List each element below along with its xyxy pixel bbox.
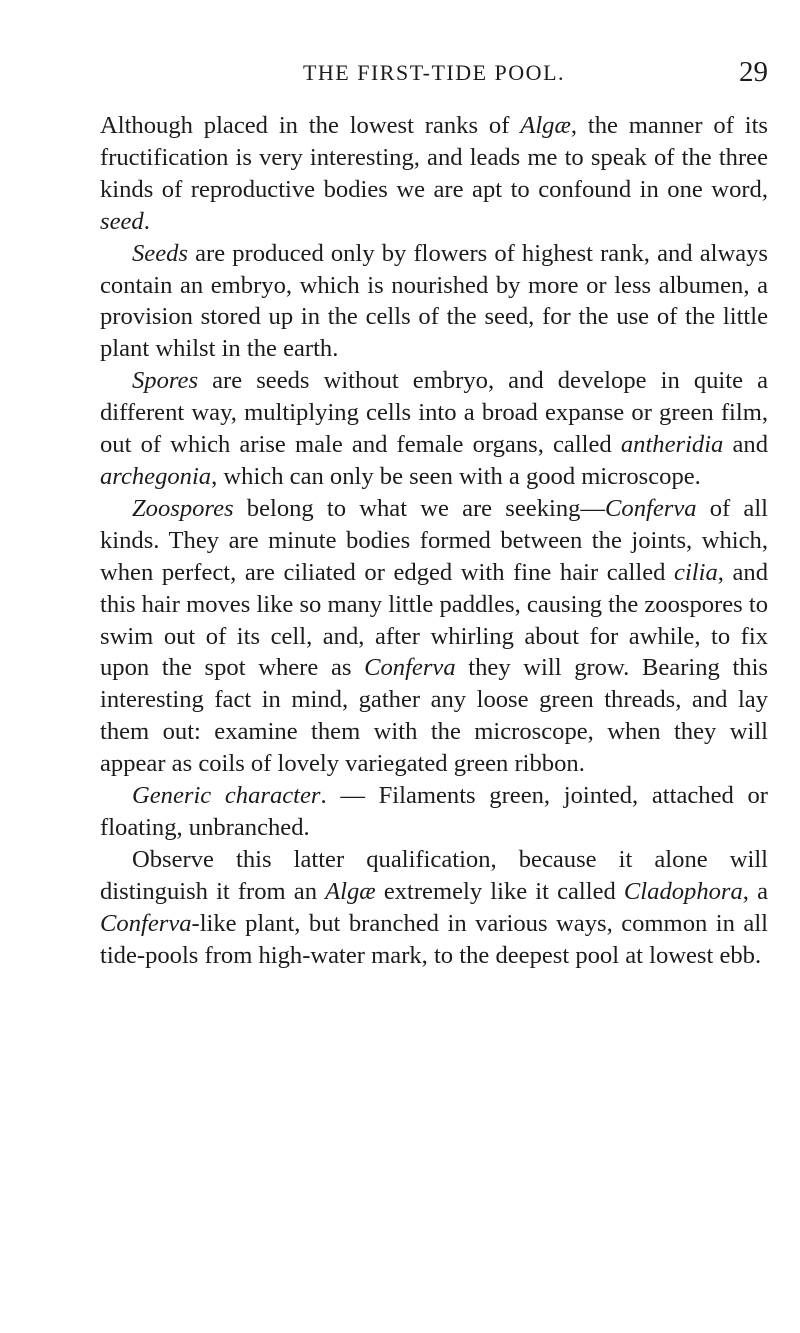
text-run: Observe this latter qualification, because it alone will distinguish it from an <box>100 845 768 905</box>
text-run: are seeds without embryo, and develope in quite a different way, multiplying cells into a broad expanse or green film, out of which arise male and female organs, called <box>100 367 768 459</box>
paragraph <box>100 493 768 780</box>
text-run: , which can only be seen with a good microscope. <box>211 462 701 490</box>
text-run: Although placed in the lowest ranks of <box>100 112 521 139</box>
text-run: . — Filaments green, jointed, attached or floating, unbranched. <box>100 782 768 841</box>
text-run: . <box>143 207 150 235</box>
italic-term: seed <box>100 207 144 235</box>
italic-term: Generic character <box>132 782 321 810</box>
text-run: -like plant, but branched in various ways, common in all tide-pools from high-water mark, to the deepest pool at lowest ebb. <box>100 909 768 969</box>
text-run: belong to what we are seeking— <box>233 494 606 522</box>
italic-term: Conferva <box>605 494 697 522</box>
italic-term: Spores <box>132 367 199 395</box>
italic-term: Conferva <box>100 909 192 937</box>
italic-term: Conferva <box>364 654 456 682</box>
text-run: of all kinds. They are minute bodies formed between the joints, which, when perfect, are ciliated or edged with fine hair called <box>100 494 768 586</box>
paragraph <box>100 844 768 972</box>
italic-term: Algæ <box>325 877 376 905</box>
italic-term: archegonia <box>100 462 212 490</box>
text-run: they will grow. Bearing this interesting fact in mind, gather any loose green threads, and lay them out: examine them with the microscope, when they will appear as coils of lovely variegated green ribbon. <box>100 654 768 778</box>
italic-term: Zoospores <box>132 494 234 522</box>
text-run: are produced only by flowers of highest rank, and always contain an embryo, which is nourished by more or less albumen, a provision stored up in the cells of the seed, for the use of the little plant whilst in the earth. <box>100 239 768 363</box>
paragraph <box>100 780 768 844</box>
page-number: 29 <box>739 56 768 88</box>
text-run: , and this hair moves like so many little paddles, causing the zoospores to swim out of its cell, and, after whirling about for awhile, to fix upon the spot where as <box>100 558 769 682</box>
italic-term: Cladophora <box>623 877 743 905</box>
italic-term: antheridia <box>620 431 724 459</box>
text-run: extremely like it called <box>375 877 624 905</box>
text-run: and <box>723 431 768 459</box>
running-title: THE FIRST-TIDE POOL. <box>302 60 566 85</box>
italic-term: Seeds <box>132 239 188 267</box>
text-run: , the manner of its fructification is very interesting, and leads me to speak of the three kinds of reproductive bodies we are apt to confound in one word, <box>100 112 768 203</box>
italic-term: Algæ <box>520 112 571 139</box>
paragraph <box>100 110 768 238</box>
paragraph <box>100 365 768 493</box>
running-head <box>100 56 768 96</box>
text-run: , a <box>742 877 768 905</box>
body-text <box>100 110 768 971</box>
italic-term: cilia <box>674 558 718 586</box>
paragraph <box>100 238 768 366</box>
